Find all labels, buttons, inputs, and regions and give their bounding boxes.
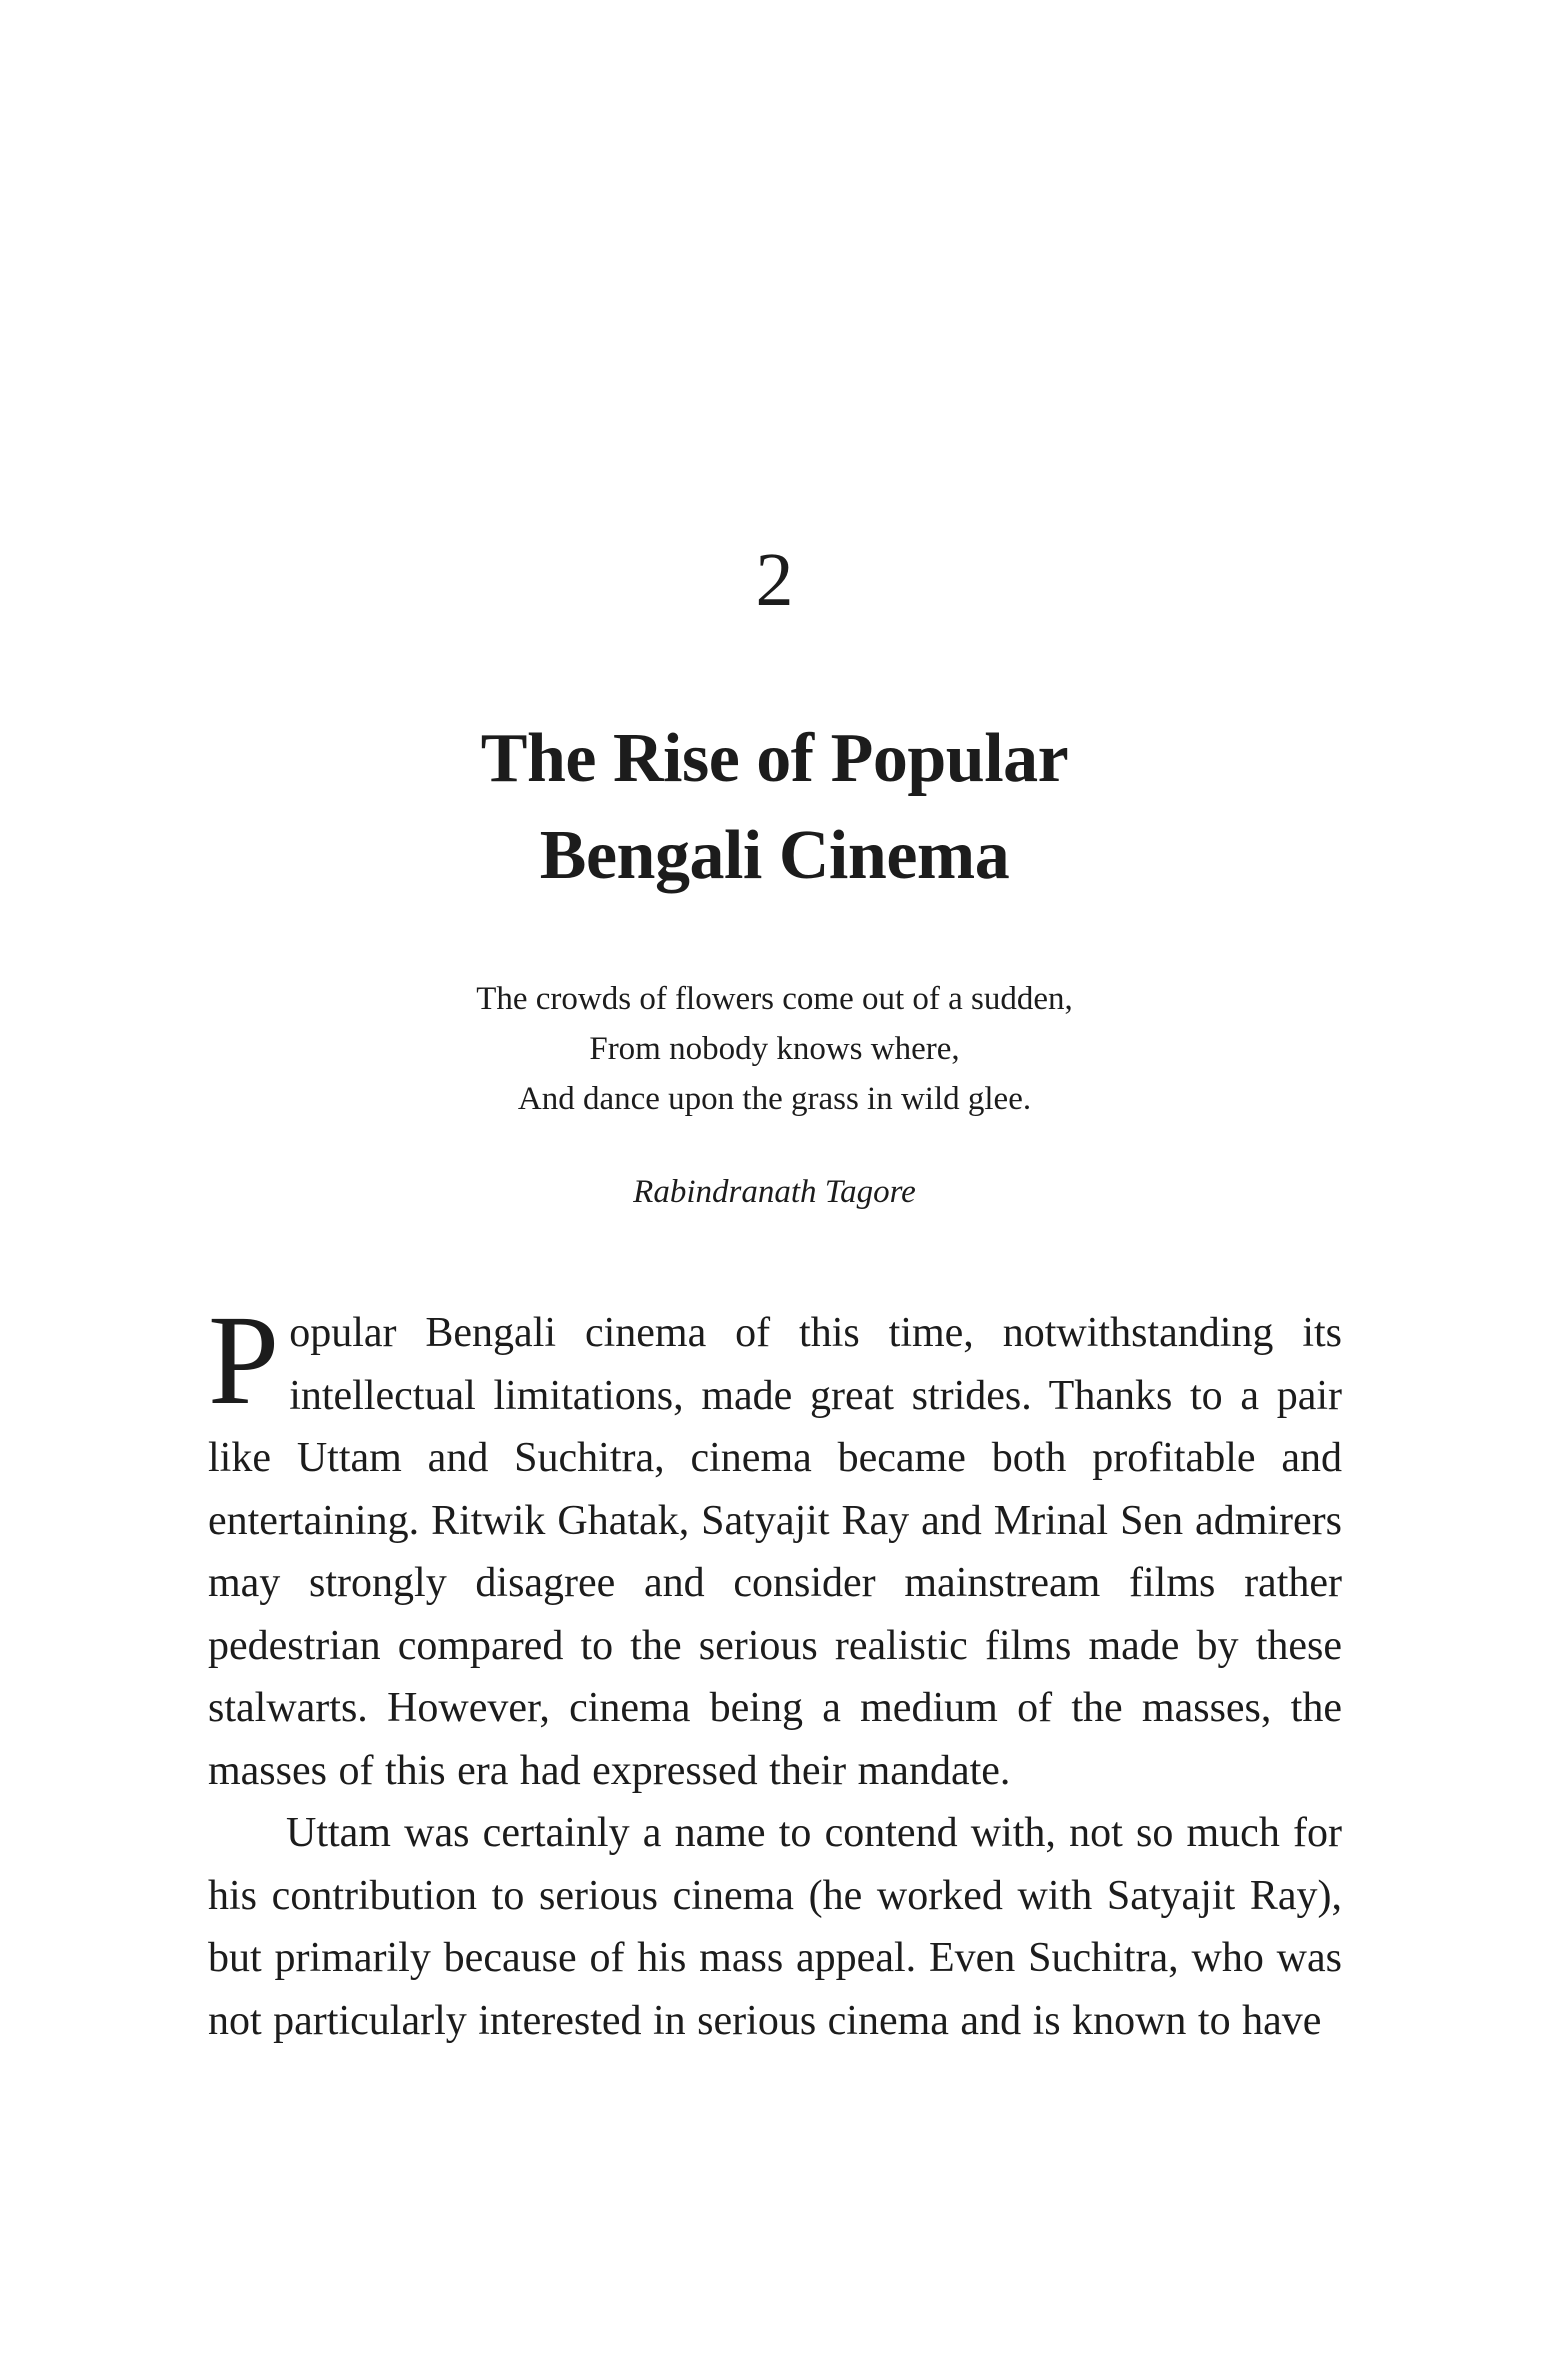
chapter-title-line-2: Bengali Cinema xyxy=(539,817,1010,894)
epigraph-line: And dance upon the grass in wild glee. xyxy=(517,1081,1032,1117)
chapter-title-line-1: The Rise of Popular xyxy=(480,720,1069,797)
epigraph-line: From nobody knows where, xyxy=(589,1031,960,1067)
epigraph-author: Rabindranath Tagore xyxy=(633,1174,916,1210)
drop-cap: P xyxy=(208,1289,280,1431)
epigraph-line: The crowds of flowers come out of a sudden, xyxy=(476,981,1073,1017)
paragraph-1-text: opular Bengali cinema of this time, notwithstanding its intellectual limitations, made great strides. Thanks to a pair like Uttam and Suchitra, cinema became both profitable and entertaining. Ritwik Ghatak, Satyajit Ray and Mrinal Sen admirers may strongly disagree and consider mainstream films rather pedestrian compared to the serious realistic films made by these stalwarts. However, cinema being a medium of the masses, the masses of this era had expressed their mandate. xyxy=(208,1310,1342,1794)
paragraph-2-text: Uttam was certainly a name to contend with, not so much for his contribution to serious cinema (he worked with Satyajit Ray), but primarily because of his mass appeal. Even Suchitra, who was not particularly interested in serious cinema and is known to have xyxy=(208,1810,1342,2044)
body-text xyxy=(208,1289,1342,2052)
paragraph xyxy=(208,1289,1342,1802)
chapter-title xyxy=(0,710,1549,904)
chapter-number: 2 xyxy=(755,538,794,622)
epigraph xyxy=(0,974,1549,1124)
